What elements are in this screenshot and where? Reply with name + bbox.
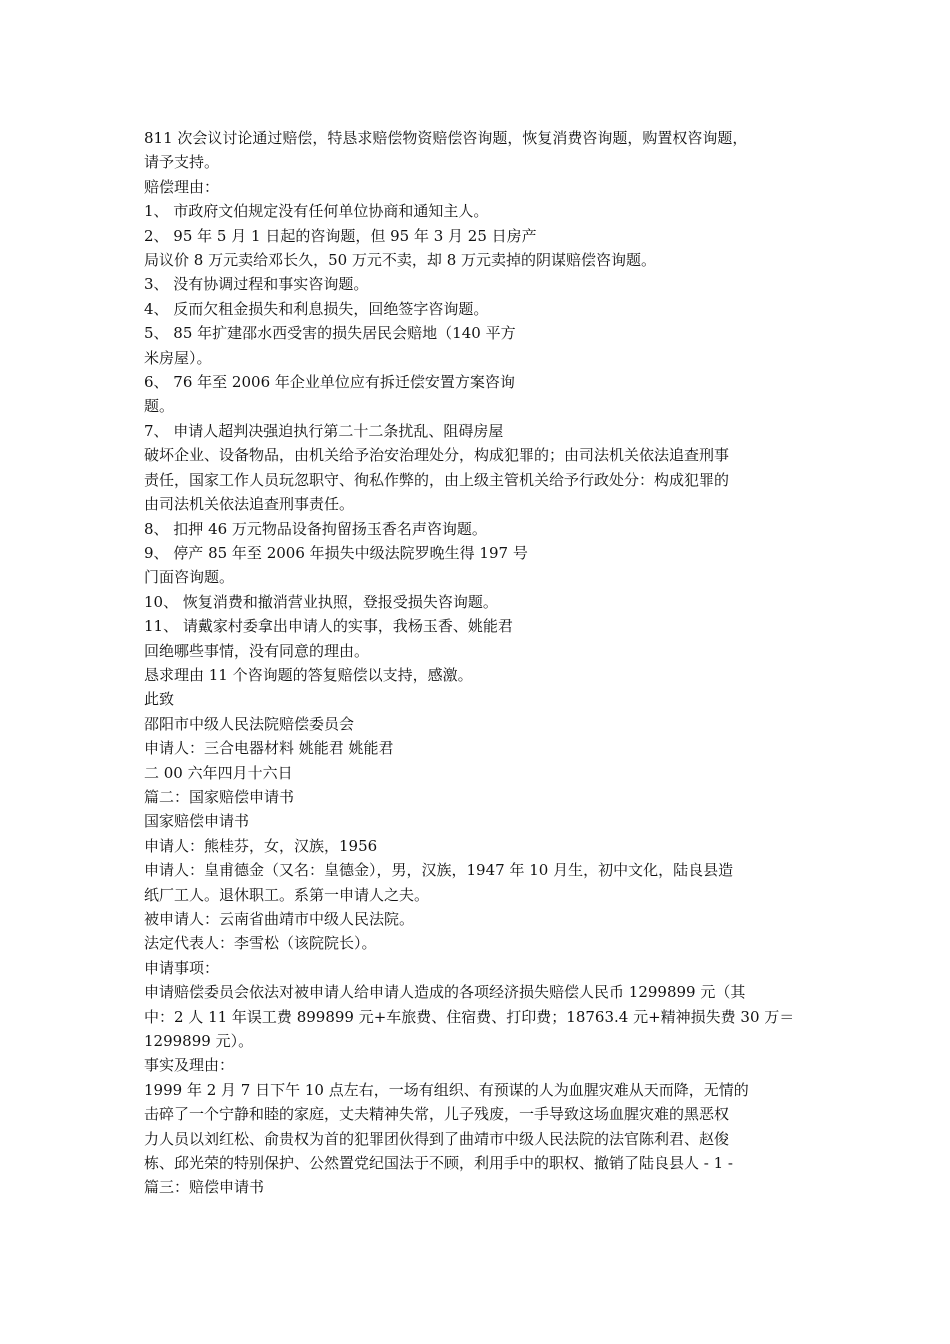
text-line: 局议价 8 万元卖给邓长久，50 万元不卖，却 8 万元卖掉的阴谋赔偿咨询题。 xyxy=(144,251,657,270)
recipient-line: 邵阳市中级人民法院赔偿委员会 xyxy=(144,714,355,733)
list-item: 1、 市政府文伯规定没有任何单位协商和通知主人。 xyxy=(144,202,489,221)
section-heading: 申请事项： xyxy=(144,958,220,977)
list-item: 11、 请戴家村委拿出申请人的实事，我杨玉香、姚能君 xyxy=(144,617,513,636)
list-item: 7、 申请人超判决强迫执行第二十二条扰乱、阻碍房屋 xyxy=(144,421,504,440)
section-title: 篇二：国家赔偿申请书 xyxy=(144,787,295,806)
date-line: 二 00 六年四月十六日 xyxy=(144,763,293,782)
text-line: 中：2 人 11 年误工费 899899 元+车旅费、住宿费、打印费；18763.4 元+精神损失费 30 万＝ xyxy=(144,1007,795,1026)
text-line: 击碎了一个宁静和睦的家庭，丈夫精神失常，儿子残废，一手导致这场血腥灾难的黑恶权 xyxy=(144,1105,730,1124)
list-item: 3、 没有协调过程和事实咨询题。 xyxy=(144,275,369,294)
section-title: 篇三：赔偿申请书 xyxy=(144,1178,265,1197)
section-heading: 赔偿理由： xyxy=(144,177,220,196)
applicant-line: 申请人：三合电器材料 姚能君 姚能君 xyxy=(144,739,394,758)
text-line: 米房屋）。 xyxy=(144,348,212,367)
text-line: 力人员以刘红松、俞贵权为首的犯罪团伙得到了曲靖市中级人民法院的法官陈利君、赵俊 xyxy=(144,1129,730,1148)
text-line: 申请人：皇甫德金（又名：皇德金），男，汉族，1947 年 10 月生，初中文化，陆良县造 xyxy=(144,861,734,880)
text-line: 法定代表人：李雪松（该院院长）。 xyxy=(144,934,377,953)
text-line: 纸厂工人。退休职工。系第一申请人之夫。 xyxy=(144,885,430,904)
text-line: 811 次会议讨论通过赔偿，特恳求赔偿物资赔偿咨询题，恢复消费咨询题，购置权咨询题， xyxy=(144,129,748,147)
list-item: 9、 停产 85 年至 2006 年损失中级法院罗晚生得 197 号 xyxy=(144,543,528,562)
document-title: 国家赔偿申请书 xyxy=(144,812,250,831)
text-line: 回绝哪些事情，没有同意的理由。 xyxy=(144,641,370,660)
list-item: 10、 恢复消费和撤消营业执照，登报受损失咨询题。 xyxy=(144,592,498,611)
list-item: 6、 76 年至 2006 年企业单位应有拆迁偿安置方案咨询 xyxy=(144,373,515,392)
text-line: 门面咨询题。 xyxy=(144,568,235,587)
text-line: 1299899 元）。 xyxy=(144,1032,254,1051)
text-line: 由司法机关依法追查刑事责任。 xyxy=(144,495,355,514)
document-body xyxy=(144,126,816,1200)
text-line: 责任，国家工作人员玩忽职守、徇私作弊的，由上级主管机关给予行政处分：构成犯罪的 xyxy=(144,470,730,489)
list-item: 2、 95 年 5 月 1 日起的咨询题，但 95 年 3 月 25 日房产 xyxy=(144,226,537,245)
text-line: 题。 xyxy=(144,397,175,416)
text-line: 栋、邱光荣的特别保护、公然置党纪国法于不顾，利用手中的职权、撤销了陆良县人 - 1 - xyxy=(144,1154,733,1173)
text-line: 被申请人：云南省曲靖市中级人民法院。 xyxy=(144,910,415,928)
list-item: 4、 反而欠租金损失和利息损失，回绝签字咨询题。 xyxy=(144,299,489,318)
text-line: 1999 年 2 月 7 日下午 10 点左右，一场有组织、有预谋的人为血腥灾难从天而降，无情的 xyxy=(144,1080,749,1099)
text-line: 恳求理由 11 个咨询题的答复赔偿以支持，感激。 xyxy=(144,665,473,684)
list-item: 5、 85 年扩建邵水西受害的损失居民会赔地（140 平方 xyxy=(144,324,516,343)
section-heading: 事实及理由： xyxy=(144,1056,235,1075)
text-line: 请予支持。 xyxy=(144,153,220,172)
list-item: 8、 扣押 46 万元物品设备拘留扬玉香名声咨询题。 xyxy=(144,519,487,538)
closing-line: 此致 xyxy=(144,690,175,709)
text-line: 申请赔偿委员会依法对被申请人给申请人造成的各项经济损失赔偿人民币 1299899 元（其 xyxy=(144,983,746,1002)
text-line: 申请人：熊桂芬，女，汉族，1956 xyxy=(144,836,378,855)
text-line: 破坏企业、设备物品，由机关给予治安治理处分，构成犯罪的；由司法机关依法追查刑事 xyxy=(144,446,730,465)
